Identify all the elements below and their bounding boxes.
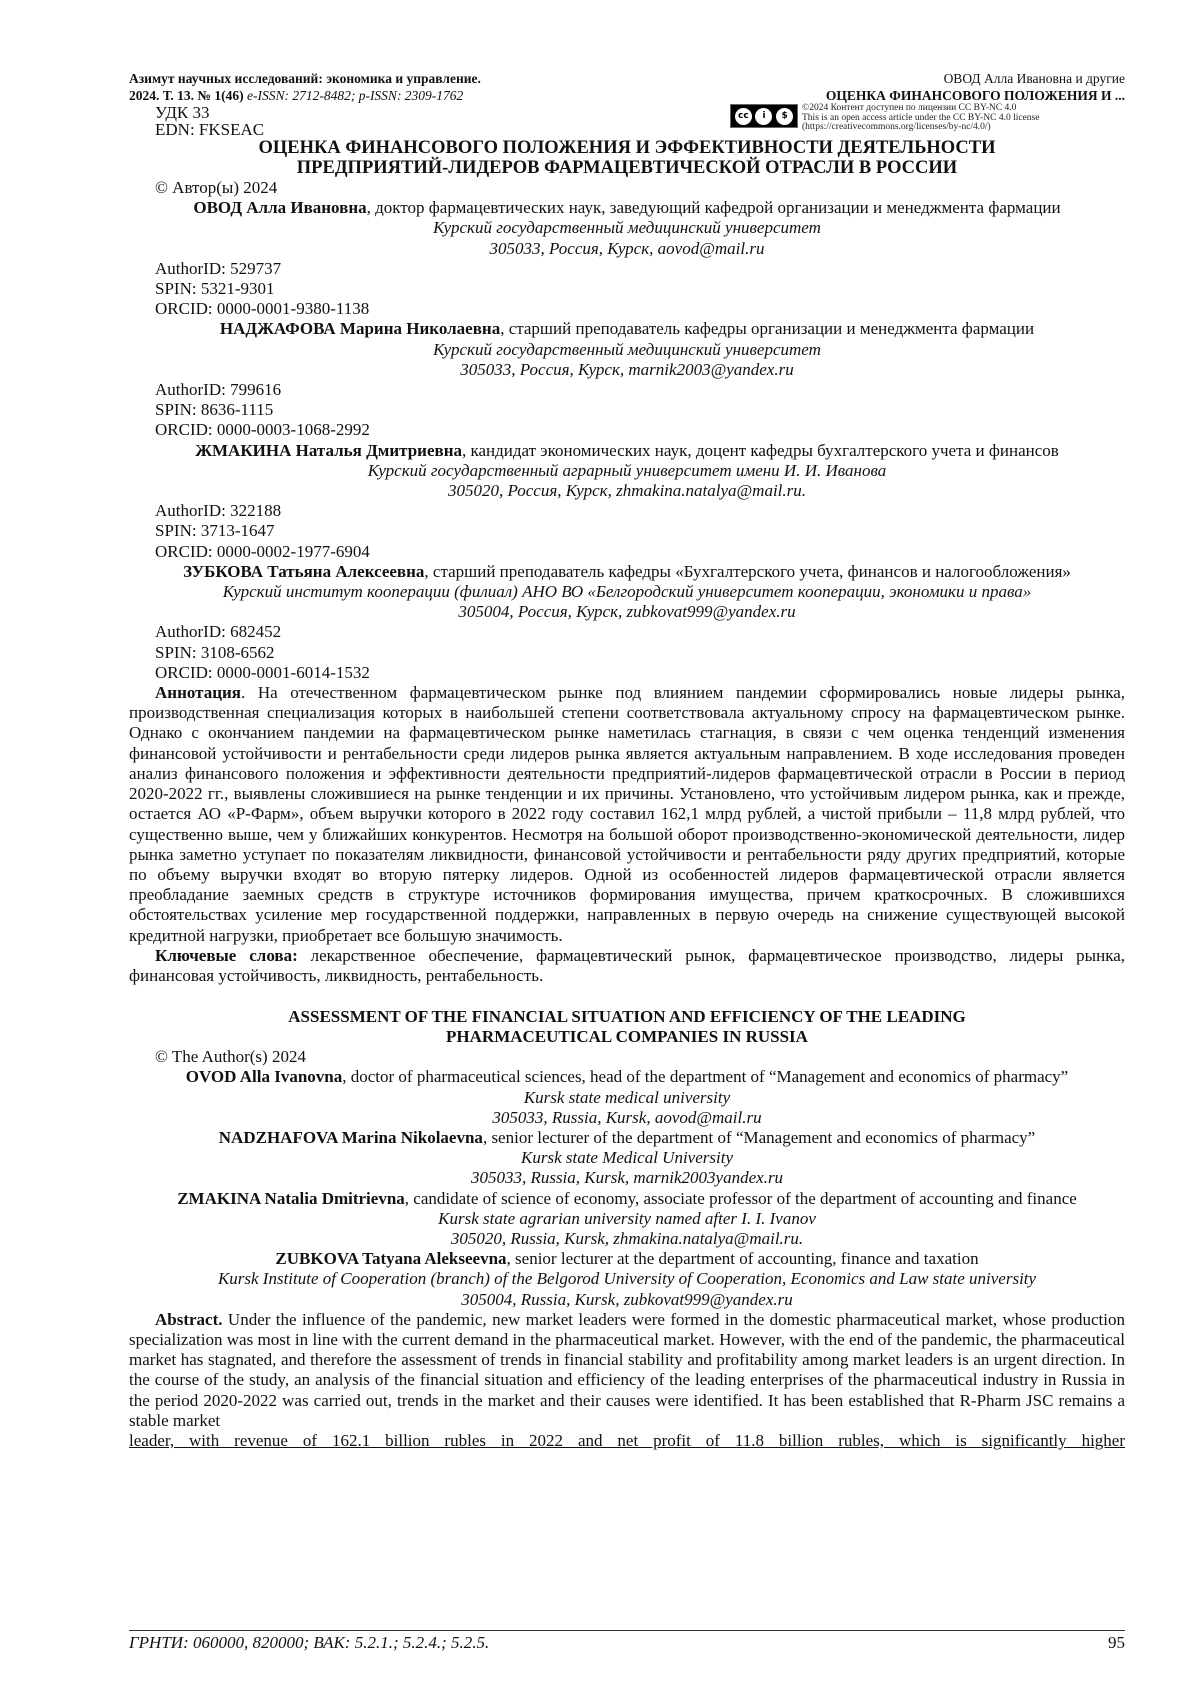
spin: SPIN: 3108-6562 xyxy=(155,642,275,662)
journal-issue: 2024. Т. 13. № 1(46) e-ISSN: 2712-8482; p-ISSN: 2309-1762 xyxy=(129,88,464,103)
address: 305004, Россия, Курск, zubkovat999@yandex.ru xyxy=(458,602,796,622)
article-meta xyxy=(129,104,1125,138)
abstract-label: Аннотация xyxy=(155,683,241,703)
spin: SPIN: 5321-9301 xyxy=(155,279,275,299)
author-id: AuthorID: 799616 xyxy=(155,380,282,400)
author-name: NADZHAFOVA Marina Nikolaevna xyxy=(218,1127,483,1147)
author-name: НАДЖАФОВА Марина Николаевна xyxy=(219,319,501,339)
affiliation: Kursk state agrarian university named after I. I. Ivanov xyxy=(438,1208,816,1228)
license-text: ©2024 Контент доступен по лицензии CC BY-NC 4.0 This is an open access article under the CC BY-NC 4.0 license (https://creativecommons.org/licenses/by-nc/4.0/) xyxy=(802,103,1040,132)
abstract-text: . На отечественном фармацевтическом рынке под влиянием пандемии сформировались новые лидеры рынка, производственная специализация которых в наибольшей степени соответствовала актуальному спросу на фармацевтическом рынке. Однако с окончанием пандемии на фармацевтическом рынке наметилась стагнация, в связи с чем оценка тенденций изменения финансовой устойчивости и рентабельности среди лидеров рынка является актуальным направлением. В ходе исследования проведен анализ финансового положения и эффективности деятельности предприятий-лидеров фармацевтической отрасли в России в период 2020-2022 гг., выявлены сложившиеся на рынке тенденции и их причины. Установлено, что устойчивым лидером рынка, как и прежде, остается АО «Р-Фарм», объем выручки которого в 2022 году составил 162,1 млрд рублей, а чистой прибыли – 11,8 млрд рублей, что существенно выше, чем у ближайших конкурентов. Несмотря на большой оборот производственно-экономической деятельности, лидер рынка заметно уступает по показателям ликвидности, финансовой устойчивости и рентабельности ряду других предприятий, которые по объему выручки входят во вторую пятерку лидеров. Одной из особенностей лидеров фармацевтической отрасли является преобладание заемных средств в структуре источников формирования имущества, причем краткосрочных. В сложившихся обстоятельствах усиление мер государственной поддержки, направленных в первую очередь на снижение существующей высокой кредитной нагрузки, приобретает все большую значимость. xyxy=(129,683,1125,945)
cc-icon: cc xyxy=(735,108,752,125)
author-block-en-1: OVOD Alla Ivanovna, doctor of pharmaceutical sciences, head of the department of “Management and economics of pharmacy” Kursk state medical university 305033, Russia, Kursk, aovod@mail.ru xyxy=(129,1067,1125,1128)
footer-divider xyxy=(129,1630,1125,1631)
affiliation: Курский государственный медицинский университет xyxy=(433,218,821,238)
author-block-en-3: ZMAKINA Natalia Dmitrievna, candidate of science of economy, associate professor of the department of accounting and finance Kursk state agrarian university named after I. I. Ivanov 305020, Russia, Kursk, zhmakina.natalya@mail.ru. xyxy=(129,1189,1125,1250)
journal-info xyxy=(129,70,481,104)
copyright: © Автор(ы) 2024 xyxy=(155,178,278,197)
nc-icon: $ xyxy=(776,108,793,125)
author-name: ZUBKOVA Tatyana Alekseevna xyxy=(275,1249,507,1269)
orcid: ORCID: 0000-0001-6014-1532 xyxy=(155,662,370,682)
address: 305033, Russia, Kursk, aovod@mail.ru xyxy=(492,1107,762,1127)
license-link[interactable]: (https://creativecommons.org/licenses/by-nc/4.0/) xyxy=(802,122,991,132)
keywords-text: лекарственное обеспечение, фармацевтический рынок, фармацевтическое производство, лидеры рынка, финансовая устойчивость, ликвидность, рентабельность. xyxy=(129,945,1125,985)
abstract-text: Under the influence of the pandemic, new market leaders were formed in the domestic pharmaceutical market, whose production specialization was most in line with the current demand in the pharmaceutical market. However, with the end of the pandemic, the pharmaceutical market has stagnated, and therefore the assessment of trends in financial stability and profitability among market leaders is an urgent direction. In the course of the study, an analysis of the financial situation and efficiency of the leading enterprises of the pharmaceutical industry in Russia in the period 2020-2022 was carried out, trends in the market and their causes were identified. It has been established that R-Pharm JSC remains a stable market xyxy=(129,1309,1125,1430)
author-name: ЗУБКОВА Татьяна Алексеевна xyxy=(183,561,425,581)
affiliation: Kursk state medical university xyxy=(523,1087,731,1107)
affiliation: Kursk Institute of Cooperation (branch) of the Belgorod University of Cooperation, Economics and Law state university xyxy=(217,1269,1037,1289)
author-block-en-2: NADZHAFOVA Marina Nikolaevna, senior lecturer of the department of “Management and economics of pharmacy” Kursk state Medical University 305033, Russia, Kursk, marnik2003yandex.ru xyxy=(129,1128,1125,1189)
journal-name: Азимут научных исследований: экономика и управление. xyxy=(129,71,481,86)
author-id: AuthorID: 682452 xyxy=(155,622,282,642)
abstract-label: Abstract. xyxy=(155,1309,223,1329)
keywords-label: Ключевые слова: xyxy=(155,945,298,965)
abstract-en-continued: leader, with revenue of 162.1 billion rubles in 2022 and net profit of 11.8 billion rubles, which is significantly higher xyxy=(129,1430,1125,1450)
orcid: ORCID: 0000-0003-1068-2992 xyxy=(155,420,370,440)
author-id: AuthorID: 529737 xyxy=(155,258,282,278)
affiliation: Курский институт кооперации (филиал) АНО ВО «Белгородский университет кооперации, экономики и права» xyxy=(222,582,1032,602)
spin: SPIN: 3713-1647 xyxy=(155,521,275,541)
classification-codes: ГРНТИ: 060000, 820000; ВАК: 5.2.1.; 5.2.4.; 5.2.5. xyxy=(129,1633,490,1652)
article-short-info xyxy=(826,70,1125,104)
keywords-ru xyxy=(129,946,1125,986)
author-name: ZMAKINA Natalia Dmitrievna xyxy=(177,1188,405,1208)
page-footer xyxy=(129,1633,1125,1653)
author-name: ОВОД Алла Ивановна xyxy=(193,198,367,218)
running-header xyxy=(129,68,1125,104)
article-title: ОЦЕНКА ФИНАНСОВОГО ПОЛОЖЕНИЯ И ЭФФЕКТИВНОСТИ ДЕЯТЕЛЬНОСТИ ПРЕДПРИЯТИЙ-ЛИДЕРОВ ФАРМАЦЕВТИЧЕСКОЙ ОТРАСЛИ В РОССИИ xyxy=(258,138,996,178)
author-block-1: ОВОД Алла Ивановна, доктор фармацевтических наук, заведующий кафедрой организации и менеджмента фармации Курский государственный медицинский университет 305033, Россия, Курск, aovod@mail.ru AuthorID: 529737 SPIN: 5321-9301 ORCID: 0000-0001-9380-1138 xyxy=(129,198,1125,319)
address: 305033, Россия, Курск, aovod@mail.ru xyxy=(489,238,765,258)
abstract-en xyxy=(129,1310,1125,1431)
orcid: ORCID: 0000-0002-1977-6904 xyxy=(155,541,370,561)
issn: e-ISSN: 2712-8482; p-ISSN: 2309-1762 xyxy=(246,88,464,103)
author-block-en-4: ZUBKOVA Tatyana Alekseevna, senior lecturer at the department of accounting, finance and taxation Kursk Institute of Cooperation (branch) of the Belgorod University of Cooperation, Economics and Law state university 305004, Russia, Kursk, zubkovat999@yandex.ru xyxy=(129,1249,1125,1310)
orcid: ORCID: 0000-0001-9380-1138 xyxy=(155,299,370,319)
address: 305033, Russia, Kursk, marnik2003yandex.ru xyxy=(470,1168,784,1188)
author-name: OVOD Alla Ivanovna xyxy=(185,1067,343,1087)
affiliation: Курский государственный аграрный университет имени И. И. Иванова xyxy=(367,460,887,480)
author-name: ЖМАКИНА Наталья Дмитриевна xyxy=(195,440,462,460)
affiliation: Kursk state Medical University xyxy=(521,1148,733,1168)
udk: УДК 33 xyxy=(155,103,210,122)
address: 305033, Россия, Курск, marnik2003@yandex.ru xyxy=(460,359,794,379)
page-number: 95 xyxy=(1108,1633,1125,1652)
affiliation: Курский государственный медицинский университет xyxy=(433,339,821,359)
spin: SPIN: 8636-1115 xyxy=(155,400,274,420)
license-block xyxy=(730,104,1039,133)
edn: EDN: FKSEAC xyxy=(155,120,265,139)
author-id: AuthorID: 322188 xyxy=(155,501,282,521)
article-page xyxy=(129,68,1125,1455)
abstract-ru xyxy=(129,683,1125,946)
author-block-3: ЖМАКИНА Наталья Дмитриевна, кандидат экономических наук, доцент кафедры бухгалтерского учета и финансов Курский государственный аграрный университет имени И. И. Иванова 305020, Россия, Курск, zhmakina.natalya@mail.ru. AuthorID: 322188 SPIN: 3713-1647 ORCID: 0000-0002-1977-6904 xyxy=(129,441,1125,562)
address: 305020, Россия, Курск, zhmakina.natalya@mail.ru. xyxy=(447,481,807,501)
author-block-4: ЗУБКОВА Татьяна Алексеевна, старший преподаватель кафедры «Бухгалтерского учета, финансов и налогообложения» Курский институт кооперации (филиал) АНО ВО «Белгородский университет кооперации, экономики и права» 305004, Россия, Курск, zubkovat999@yandex.ru AuthorID: 682452 SPIN: 3108-6562 ORCID: 0000-0001-6014-1532 xyxy=(129,562,1125,683)
cc-by-nc-badge[interactable] xyxy=(730,104,798,128)
authors-short: ОВОД Алла Ивановна и другие xyxy=(943,71,1125,86)
title-short: ОЦЕНКА ФИНАНСОВОГО ПОЛОЖЕНИЯ И ... xyxy=(825,88,1125,103)
address: 305020, Russia, Kursk, zhmakina.natalya@mail.ru. xyxy=(450,1228,804,1248)
classification xyxy=(155,104,264,138)
author-block-2: НАДЖАФОВА Марина Николаевна, старший преподаватель кафедры организации и менеджмента фармации Курский государственный медицинский университет 305033, Россия, Курск, marnik2003@yandex.ru AuthorID: 799616 SPIN: 8636-1115 ORCID: 0000-0003-1068-2992 xyxy=(129,319,1125,440)
article-title-en: ASSESSMENT OF THE FINANCIAL SITUATION AND EFFICIENCY OF THE LEADING PHARMACEUTICAL COMPANIES IN RUSSIA xyxy=(288,1007,966,1047)
by-icon: i xyxy=(755,108,772,125)
copyright-en: © The Author(s) 2024 xyxy=(155,1047,306,1067)
address: 305004, Russia, Kursk, zubkovat999@yandex.ru xyxy=(461,1289,793,1309)
